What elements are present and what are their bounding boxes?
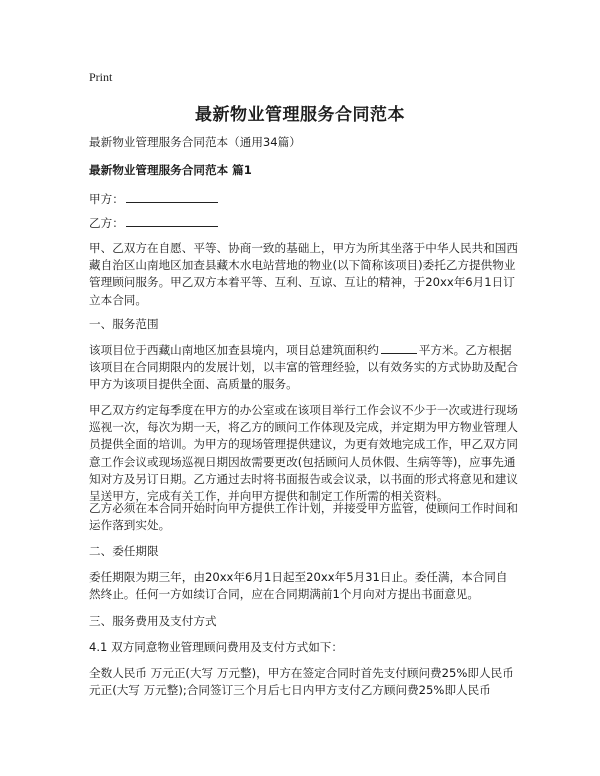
heading-fees: 三、服务费用及支付方式 [89, 614, 217, 628]
supervise-text: 乙方必须在本合同开始时向甲方提供工作计划，并接受甲方监管，使顾问工作时间和运作落到实处。 [89, 501, 518, 533]
fee-paragraph [89, 665, 519, 699]
party-b-label: 乙方： [89, 216, 124, 230]
print-label[interactable]: Print [89, 70, 113, 84]
heading-service-scope: 一、服务范围 [89, 317, 159, 331]
supervise-paragraph [89, 500, 519, 534]
term-text: 委任期限为期三年，由20xx年6月1日起至20xx年5月31日止。委任满，本合同自然终止。任何一方如续订合同，应在合同期满前1个月向对方提出书面意见。 [89, 570, 508, 602]
scope-text-post: 平方米。乙方根据该项目在合同期限内的发展计划，以丰富的管理经验，以有效务实的方式协助及配合甲方为该项目提供全面、高质量的服务。 [89, 343, 518, 392]
party-a-label: 甲方： [89, 192, 124, 206]
document-subtitle: 最新物业管理服务合同范本（通用34篇） [89, 135, 301, 149]
party-a-blank [126, 190, 218, 203]
clause-4-1: 4.1 双方同意物业管理顾问费用及支付方式如下： [89, 640, 343, 654]
meeting-text: 甲乙双方约定每季度在甲方的办公室或在该项目举行工作会议不少于一次或进行现场巡视一次，每次为期一天，将乙方的顾问工作体现及完成，并定期为甲方物业管理人员提供全面的培训。为甲方的现场管理提供建议，为更有效地完成工作，甲乙双方同意工作会议或现场巡视日期因故需要更改(包括顾问人员休假、生病等等)，应事先通知对方及另订日期。乙方通过去时将书面报告或会议录，以书面的形式将意见和建议呈送甲方，完成有关工作，并向甲方提供和制定工作所需的相关资料。 [89, 403, 518, 504]
intro-paragraph [89, 240, 519, 309]
fee-text: 全数人民币 万元正(大写 万元整)，甲方在签定合同时首先支付顾问费25%即人民币 元正(大写 万元整);合同签订三个月后七日内甲方支付乙方顾问费25%即人民币 [89, 666, 514, 698]
scope-paragraph [89, 342, 519, 394]
term-paragraph [89, 569, 519, 603]
scope-text-pre: 该项目位于西藏山南地区加查县境内，项目总建筑面积约 [89, 343, 379, 357]
section-title: 最新物业管理服务合同范本 篇1 [89, 163, 252, 177]
heading-term: 二、委任期限 [89, 544, 159, 558]
meeting-paragraph [89, 402, 519, 505]
intro-text: 甲、乙双方在自愿、平等、协商一致的基础上，甲方为所其坐落于中华人民共和国西藏自治区山南地区加查县藏木水电站营地的物业(以下简称该项目)委托乙方提供物业管理顾问服务。甲乙双方本着平等、互利、互谅、互让的精神，于20xx年6月1日订立本合同。 [89, 241, 518, 307]
party-b-line [89, 214, 519, 231]
document-title: 最新物业管理服务合同范本 [195, 105, 405, 125]
area-blank [381, 342, 417, 354]
party-b-blank [126, 214, 218, 227]
party-a-line [89, 190, 519, 207]
